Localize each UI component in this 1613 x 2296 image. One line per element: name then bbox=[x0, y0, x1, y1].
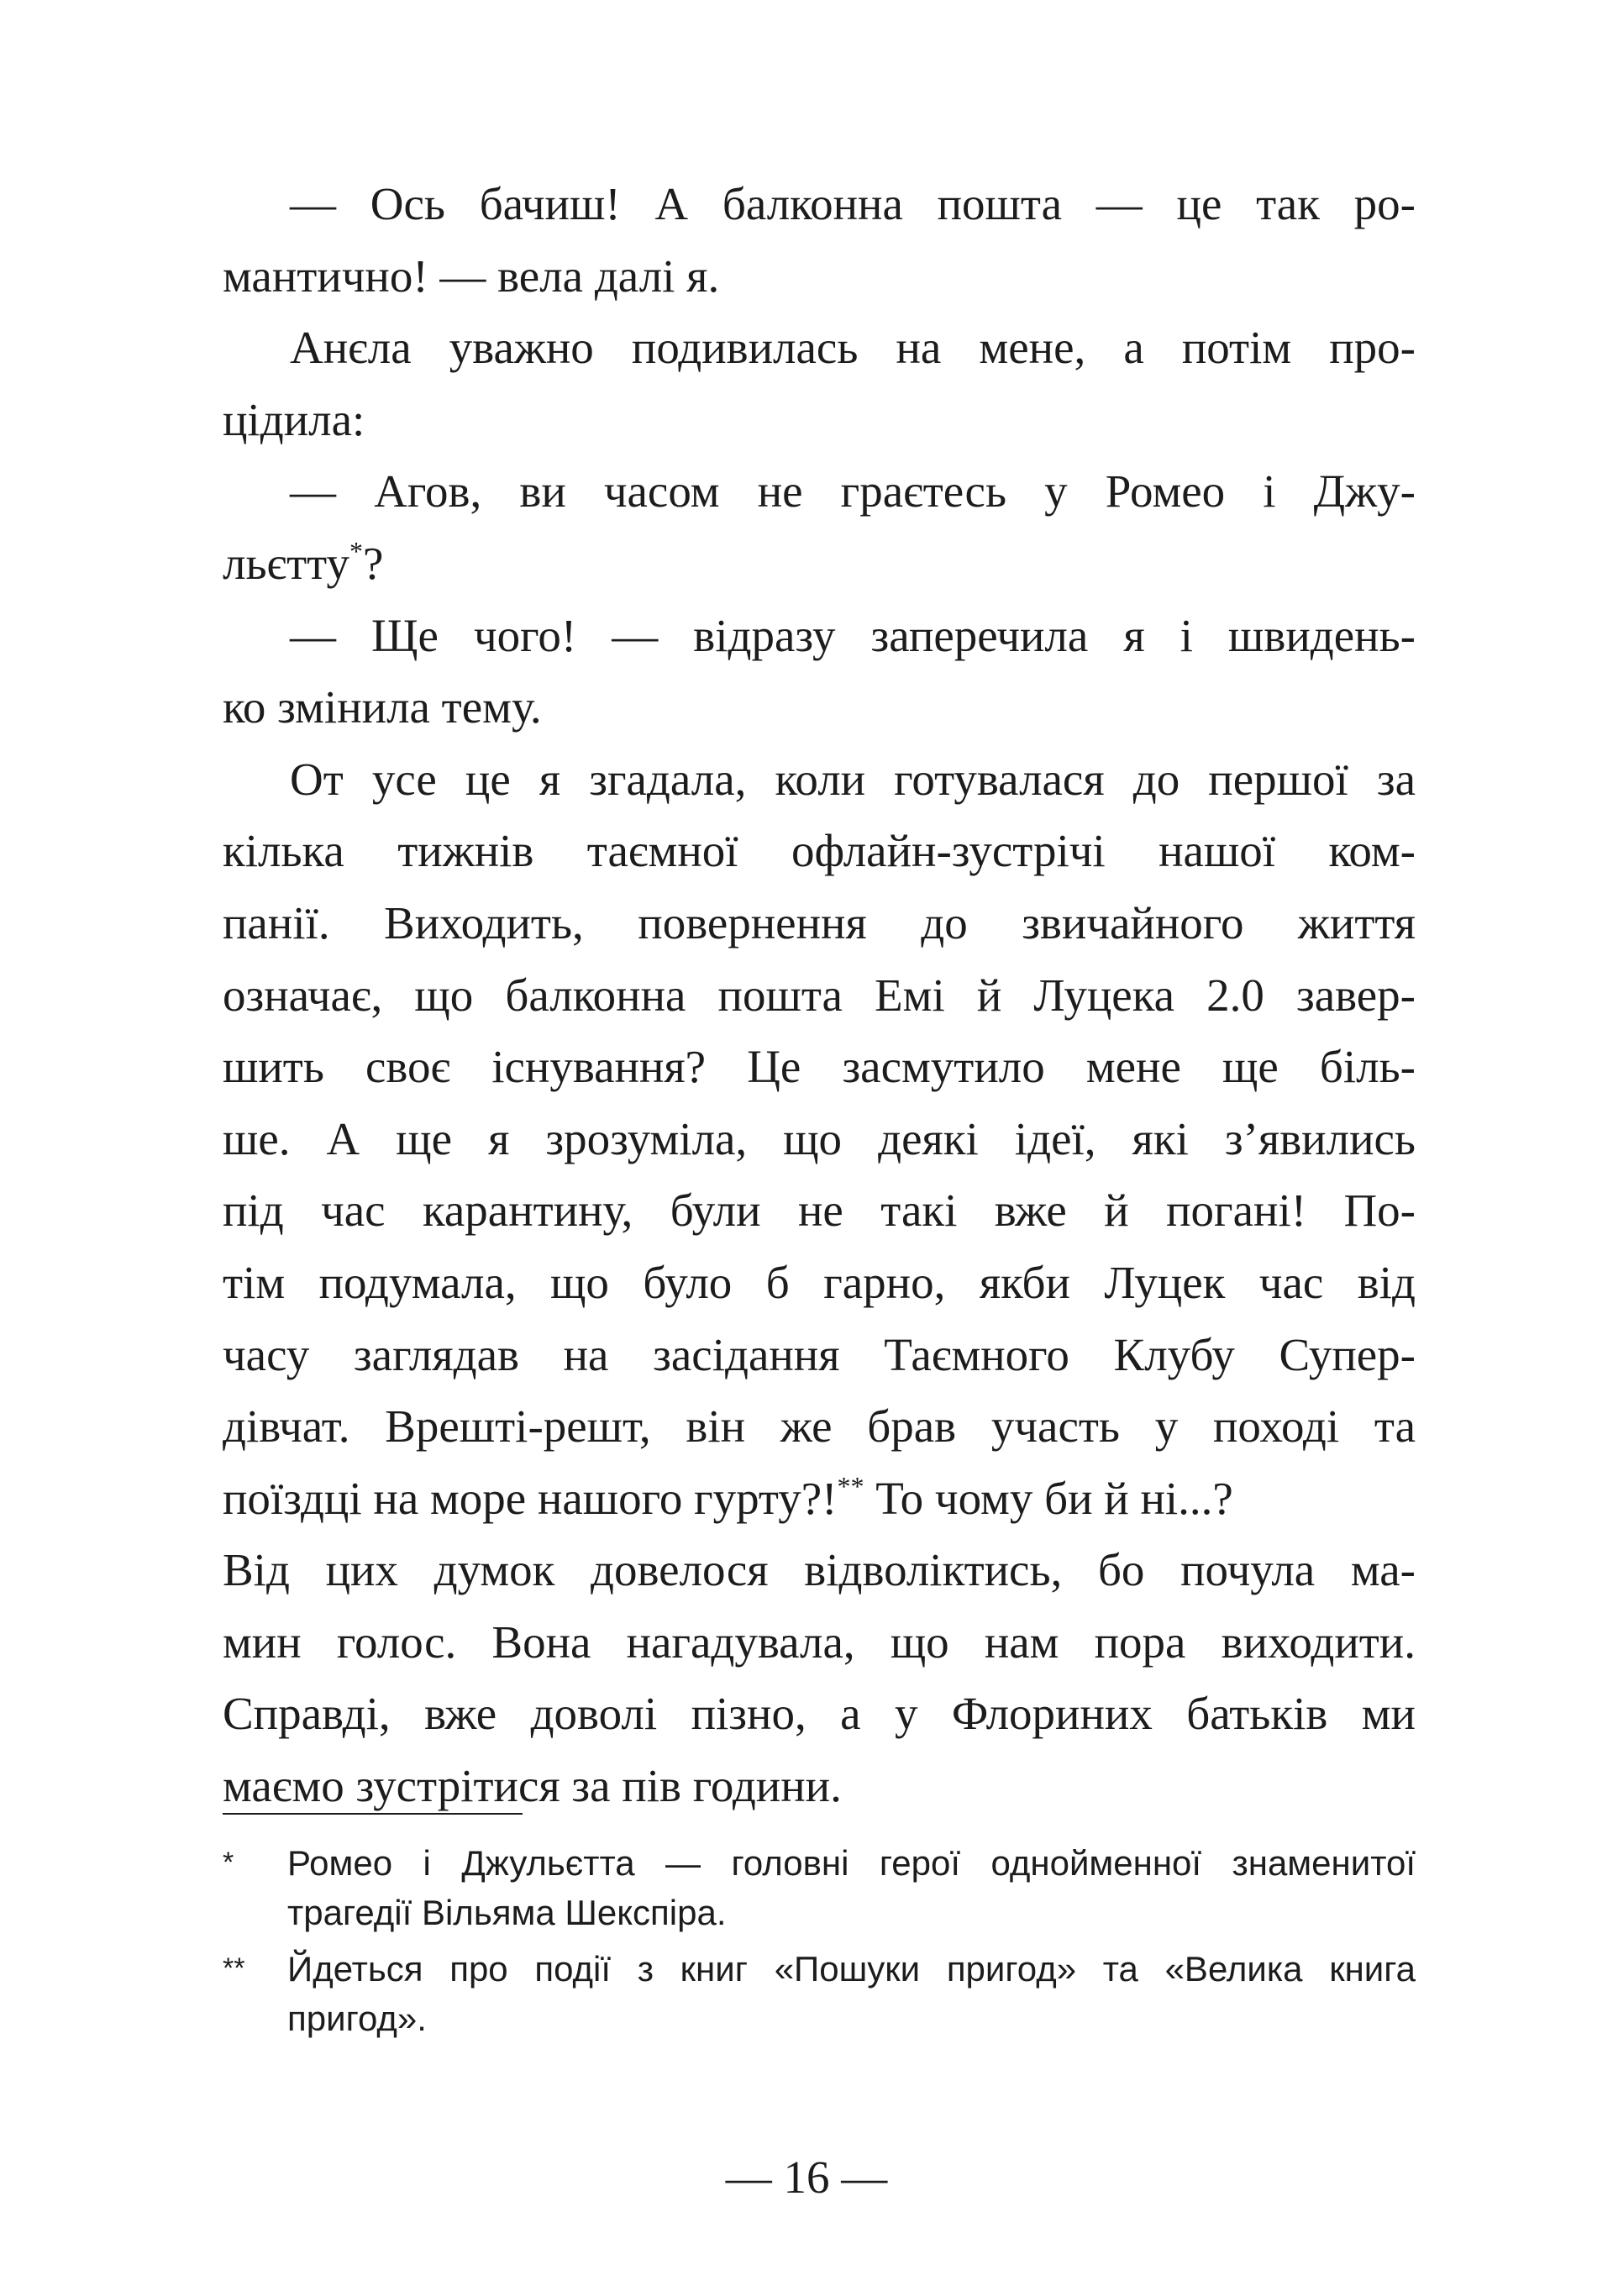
text-line: кілька тижнів таємної офлайн-зустрічі нашої ком- bbox=[223, 825, 1416, 877]
footnote-line: Йдеться про події з книг «Пошуки пригод» та «Велика книга bbox=[287, 1949, 1416, 1989]
text-line bbox=[223, 1463, 1416, 1535]
page-number: — 16 — bbox=[725, 2152, 888, 2203]
footnote bbox=[223, 1944, 1416, 2043]
footnote-symbol: ** bbox=[223, 1952, 245, 1984]
footnote-symbol: * bbox=[223, 1847, 234, 1878]
text-line: ше. А ще я зрозуміла, що деякі ідеї, які з’явились bbox=[223, 1112, 1416, 1164]
text-line: тім подумала, що було б гарно, якби Луцек час від bbox=[223, 1256, 1416, 1308]
text-line: дівчат. Врешті-решт, він же брав участь у поході та bbox=[223, 1400, 1416, 1453]
footnote bbox=[223, 1838, 1416, 1937]
text-line: панії. Виходить, повернення до звичайного життя bbox=[223, 896, 1416, 948]
text-line: означає, що балконна пошта Емі й Луцека 2.0 завер- bbox=[223, 969, 1416, 1021]
text-line: маємо зустрітися за пів години. bbox=[223, 1760, 842, 1812]
text-fragment: льєтту bbox=[223, 537, 349, 589]
text-line: От усе це я згадала, коли готувалася до першої за bbox=[290, 753, 1416, 805]
text-fragment: То чому би й ні...? bbox=[864, 1472, 1233, 1524]
text-line: мин голос. Вона нагадувала, що нам пора виходити. bbox=[223, 1616, 1416, 1668]
text-line: цідила: bbox=[223, 393, 365, 445]
footnote-reference: * bbox=[349, 535, 363, 566]
text-fragment: поїздці на море нашого гурту?! bbox=[223, 1472, 838, 1524]
text-fragment: ? bbox=[362, 537, 384, 589]
footnote-line: трагедії Вільяма Шекспіра. bbox=[287, 1893, 727, 1932]
footnotes bbox=[223, 1838, 1416, 2043]
footnote-line: Ромео і Джульєтта — головні герої однойменної знаменитої bbox=[287, 1843, 1416, 1883]
footnote-line: пригод». bbox=[287, 1999, 427, 2038]
footnote-divider bbox=[223, 1813, 523, 1815]
text-line: шить своє існування? Це засмутило мене ще біль- bbox=[223, 1041, 1416, 1093]
text-line: — Агов, ви часом не граєтесь у Ромео і Джу- bbox=[290, 465, 1416, 518]
text-line: — Ще чого! — відразу заперечила я і швидень- bbox=[290, 609, 1416, 661]
text-line bbox=[223, 528, 1416, 600]
text-line: Анєла уважно подивилась на мене, а потім про- bbox=[290, 322, 1416, 374]
text-line: під час карантину, були не такі вже й погані! По- bbox=[223, 1185, 1416, 1237]
footnote-reference: ** bbox=[837, 1470, 864, 1501]
text-line: ко змінила тему. bbox=[223, 681, 542, 733]
main-text bbox=[223, 168, 1416, 1822]
text-line: — Ось бачиш! А балконна пошта — це так ро- bbox=[290, 178, 1416, 229]
text-line: мантично! — вела далі я. bbox=[223, 250, 720, 302]
text-line: часу заглядав на засідання Таємного Клубу Супер- bbox=[223, 1328, 1416, 1380]
text-line: Від цих думок довелося відволіктись, бо почула ма- bbox=[223, 1544, 1416, 1596]
text-line: Справді, вже доволі пізно, а у Флориних батьків ми bbox=[223, 1688, 1416, 1740]
